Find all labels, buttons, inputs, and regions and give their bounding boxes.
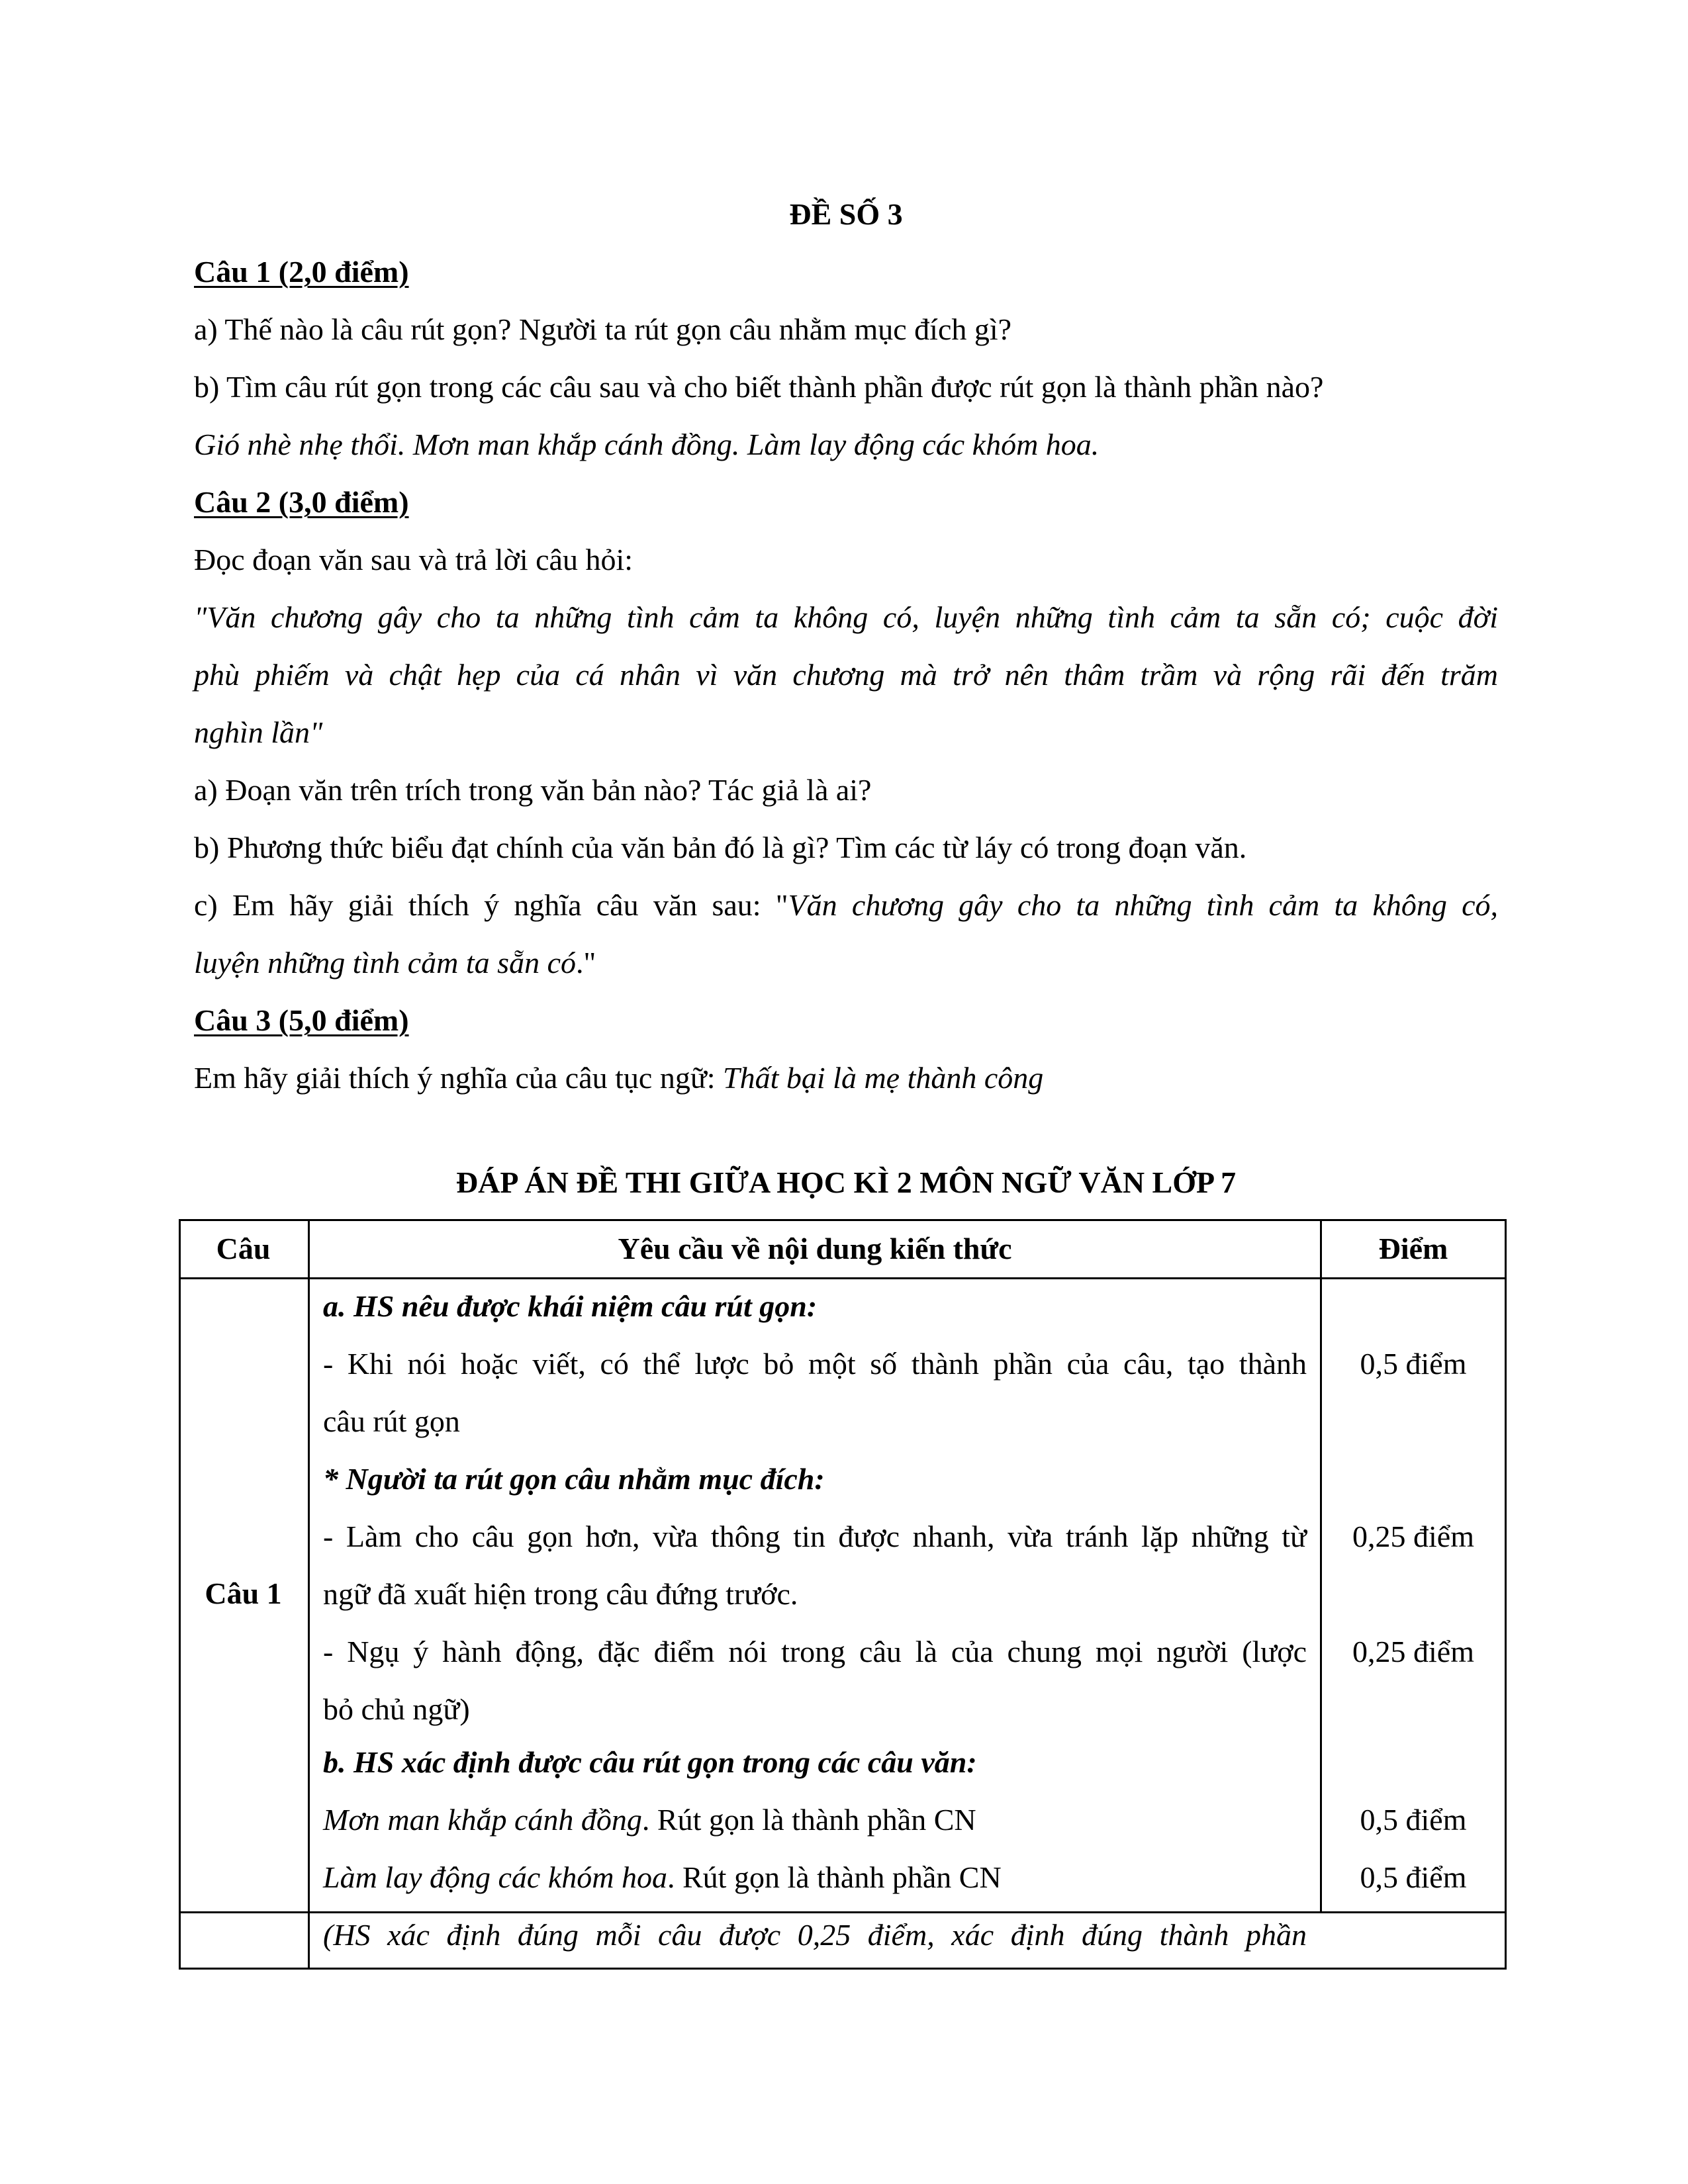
header-requirements: Yêu cầu về nội dung kiến thức (618, 1232, 1012, 1265)
row-2-sentence-1-rest: . Rút gọn là thành phần CN (641, 1803, 976, 1837)
table-row-divider (179, 1911, 1507, 1913)
table-header-divider (179, 1277, 1507, 1279)
question-3-heading: Câu 3 (5,0 điểm) (194, 1003, 409, 1037)
header-question: Câu (216, 1232, 271, 1265)
question-3-text (194, 1060, 1498, 1097)
question-2a: a) Đoạn văn trên trích trong văn bản nào? Tác giả là ai? (194, 773, 872, 807)
table-border-right (1505, 1219, 1507, 1970)
row-1-p1-points: 0,25 điểm (1352, 1520, 1474, 1553)
question-1a: a) Thế nào là câu rút gọn? Người ta rút gọn câu nhằm mục đích gì? (194, 312, 1012, 346)
row-1-p2-line-2: bỏ chủ ngữ) (323, 1692, 470, 1726)
answer-key-table (179, 1219, 1507, 1970)
row-2-sentence-2-points: 0,5 điểm (1360, 1860, 1467, 1894)
question-3-proverb: Thất bại là mẹ thành công (723, 1061, 1044, 1095)
row-1-p1-line-2: ngữ đã xuất hiện trong câu đứng trước. (323, 1577, 798, 1611)
table-border-top (179, 1219, 1507, 1221)
question-3-prefix: Em hãy giải thích ý nghĩa của câu tục ngữ: (194, 1061, 724, 1095)
question-1b: b) Tìm câu rút gọn trong các câu sau và cho biết thành phần được rút gọn là thành phần nào? (194, 370, 1324, 404)
question-2b: b) Phương thức biểu đạt chính của văn bản đó là gì? Tìm các từ láy có trong đoạn văn. (194, 831, 1247, 864)
question-2c-line-2 (194, 944, 1498, 981)
row-2-sentence-1 (323, 1801, 976, 1839)
row-1-a1-line-2: câu rút gọn (323, 1404, 460, 1438)
row-2-sentence-2 (323, 1859, 1002, 1896)
row-2-sentence-2-italic: Làm lay động các khóm hoa (323, 1860, 667, 1894)
table-border-bottom (179, 1968, 1507, 1970)
row-1-label: Câu 1 (205, 1576, 282, 1610)
question-2c-quote-part-1: Văn chương gây cho ta những tình cảm ta không có, (788, 888, 1499, 922)
question-2c-line-1 (194, 887, 1498, 924)
question-2-quote-line-3: nghìn lần" (194, 715, 323, 749)
question-2c-quote-part-2: luyện những tình cảm ta sẵn có (194, 946, 576, 979)
row-2-sentence-1-points: 0,5 điểm (1360, 1803, 1467, 1837)
row-1-p2-line-1: - Ngụ ý hành động, đặc điểm nói trong câu là của chung mọi người (lược (323, 1635, 1307, 1668)
question-2-quote-line-1: "Văn chương gây cho ta những tình cảm ta không có, luyện những tình cảm ta sẵn có; cuộc đời (194, 600, 1498, 634)
question-2-quote-line-2: phù phiếm và chật hẹp của cá nhân vì văn chương mà trở nên thâm trầm và rộng rãi đến trăm (194, 658, 1498, 692)
question-2c-prefix: c) Em hãy giải thích ý nghĩa câu văn sau: " (194, 888, 788, 922)
row-2-sentence-2-rest: . Rút gọn là thành phần CN (667, 1860, 1002, 1894)
row-1-a1-points: 0,5 điểm (1360, 1347, 1467, 1381)
row-1-p1-line-1: - Làm cho câu gọn hơn, vừa thông tin được nhanh, vừa tránh lặp những từ (323, 1520, 1307, 1553)
row-1-a-heading: a. HS nêu được khái niệm câu rút gọn: (323, 1289, 818, 1323)
row-2-note: (HS xác định đúng mỗi câu được 0,25 điểm, xác định đúng thành phần (323, 1918, 1307, 1952)
question-1-heading: Câu 1 (2,0 điểm) (194, 255, 409, 289)
answer-key-title: ĐÁP ÁN ĐỀ THI GIỮA HỌC KÌ 2 MÔN NGỮ VĂN LỚP 7 (455, 1165, 1237, 1199)
row-1-purpose-heading: * Người ta rút gọn câu nhằm mục đích: (323, 1462, 825, 1496)
row-2-sentence-1-italic: Mơn man khắp cánh đồng (323, 1803, 642, 1837)
question-1-example: Gió nhè nhẹ thổi. Mơn man khắp cánh đồng. Làm lay động các khóm hoa. (194, 428, 1100, 461)
question-2-heading: Câu 2 (3,0 điểm) (194, 485, 409, 519)
row-1-a1-line-1: - Khi nói hoặc viết, có thể lược bỏ một số thành phần của câu, tạo thành (323, 1347, 1307, 1381)
question-2-intro: Đọc đoạn văn sau và trả lời câu hỏi: (194, 543, 633, 576)
question-2c-suffix: ." (576, 946, 596, 979)
row-2-b-heading: b. HS xác định được câu rút gọn trong các câu văn: (323, 1745, 977, 1779)
table-col-divider-1 (308, 1219, 310, 1970)
row-1-p2-points: 0,25 điểm (1352, 1635, 1474, 1668)
exam-title: ĐỀ SỐ 3 (789, 197, 903, 231)
header-points: Điểm (1378, 1232, 1448, 1265)
